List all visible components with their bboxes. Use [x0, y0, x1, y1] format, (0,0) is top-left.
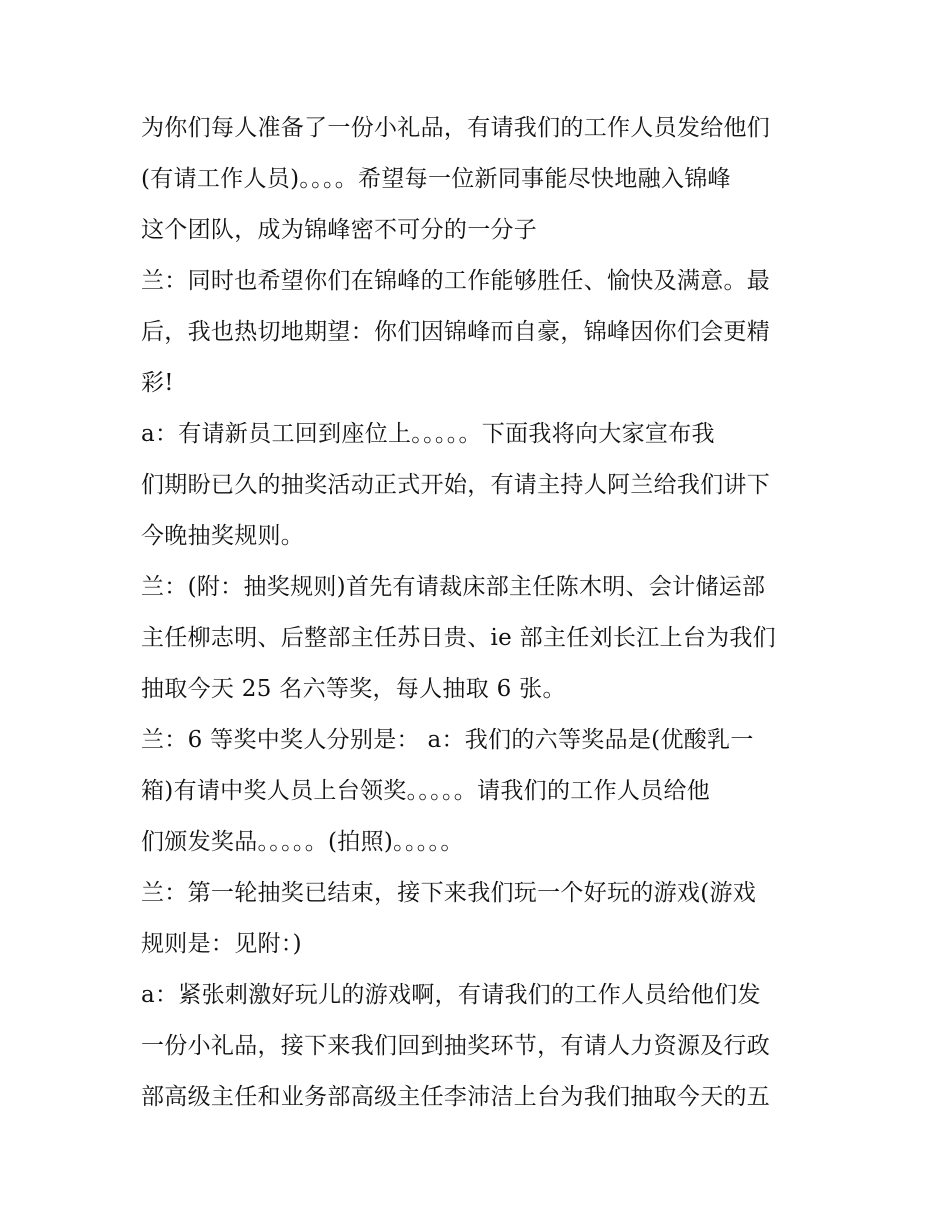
- text-line: 为你们每人准备了一份小礼品，有请我们的工作人员发给他们: [141, 115, 771, 141]
- text-line: 一份小礼品，接下来我们回到抽奖环节，有请人力资源及行政: [141, 1033, 771, 1059]
- text-line: 主任柳志明、后整部主任苏日贵、ie 部主任刘长江上台为我们: [141, 625, 776, 651]
- text-line: 部高级主任和业务部高级主任李沛洁上台为我们抽取今天的五: [141, 1084, 771, 1110]
- text-line: 抽取今天 25 名六等奖，每人抽取 6 张。: [141, 676, 566, 702]
- document-body: [141, 103, 821, 1123]
- text-line: (有请工作人员)。。。。希望每一位新同事能尽快地融入锦峰: [141, 166, 731, 192]
- text-line: 兰：同时也希望你们在锦峰的工作能够胜任、愉快及满意。最: [141, 268, 771, 294]
- text-line: 今晚抽奖规则。: [141, 523, 305, 549]
- text-line: 规则是：见附：): [141, 931, 302, 957]
- text-line: 兰：第一轮抽奖已结束，接下来我们玩一个好玩的游戏(游戏: [141, 880, 757, 906]
- text-line: 们颁发奖品。。。。。(拍照)。。。。。: [141, 829, 464, 855]
- text-line: 箱)有请中奖人员上台领奖。。。。。请我们的工作人员给他: [141, 778, 711, 804]
- text-line: 兰：(附：抽奖规则)首先有请裁床部主任陈木明、会计储运部: [141, 574, 766, 600]
- text-line: 后，我也热切地期望：你们因锦峰而自豪，锦峰因你们会更精: [141, 319, 771, 345]
- text-line: 彩!: [141, 370, 174, 396]
- text-line: 们期盼已久的抽奖活动正式开始，有请主持人阿兰给我们讲下: [141, 472, 771, 498]
- text-line: a：紧张刺激好玩儿的游戏啊，有请我们的工作人员给他们发: [141, 982, 761, 1008]
- text-line: a：有请新员工回到座位上。。。。。下面我将向大家宣布我: [141, 421, 715, 447]
- text-line: 兰：6 等奖中奖人分别是： a：我们的六等奖品是(优酸乳一: [141, 727, 754, 753]
- text-line: 这个团队，成为锦峰密不可分的一分子: [141, 217, 538, 243]
